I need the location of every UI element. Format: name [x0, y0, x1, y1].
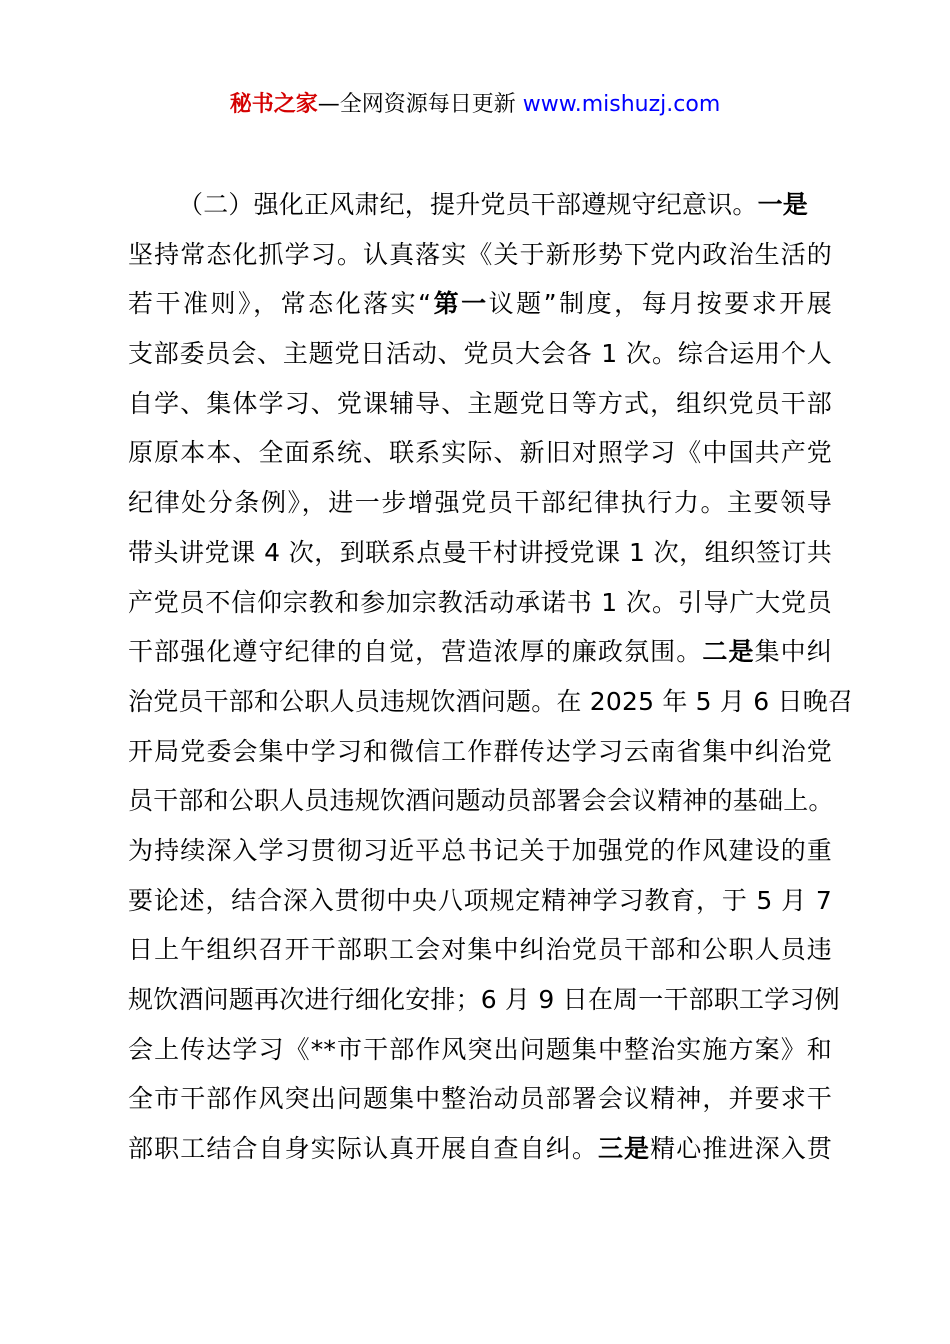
text-line: 要论述，结合深入贯彻中央八项规定精神学习教育，于 5 月 7 — [128, 885, 832, 915]
site-tagline: —全网资源每日更新 — [317, 92, 523, 117]
text-line: 治党员干部和公职人员违规饮酒问题。在 2025 年 5 月 6 日晚召 — [128, 686, 854, 716]
text-line: 为持续深入学习贯彻习近平总书记关于加强党的作风建设的重 — [128, 835, 832, 865]
site-header — [0, 88, 950, 122]
text-line: 支部委员会、主题党日活动、党员大会各 1 次。综合运用个人 — [128, 339, 832, 369]
text-line: 日上午组织召开干部职工会对集中纠治党员干部和公职人员违 — [128, 935, 832, 965]
text-line: 干部强化遵守纪律的自觉，营造浓厚的廉政氛围。二是集中纠 — [128, 637, 832, 667]
text-line: 自学、集体学习、党课辅导、主题党日等方式，组织党员干部 — [128, 388, 832, 418]
text-line: 纪律处分条例》，进一步增强党员干部纪律执行力。主要领导 — [128, 488, 832, 518]
site-url-link[interactable]: www.mishuzj.com — [522, 92, 721, 117]
site-brand: 秘书之家 — [229, 92, 318, 117]
text-line: 原原本本、全面系统、联系实际、新旧对照学习《中国共产党 — [128, 438, 832, 468]
text-line: 开局党委会集中学习和微信工作群传达学习云南省集中纠治党 — [128, 736, 832, 766]
text-line: 规饮酒问题再次进行细化安排；6 月 9 日在周一干部职工学习例 — [128, 985, 840, 1014]
text-line: 坚持常态化抓学习。认真落实《关于新形势下党内政治生活的 — [128, 239, 832, 269]
text-line: 若干准则》，常态化落实“第一议题”制度，每月按要求开展 — [128, 289, 832, 319]
text-line: 员干部和公职人员违规饮酒问题动员部署会会议精神的基础上。 — [128, 786, 834, 816]
text-line: 产党员不信仰宗教和参加宗教活动承诺书 1 次。引导广大党员 — [128, 587, 832, 617]
text-line: 部职工结合自身实际认真开展自查自纠。三是精心推进深入贯 — [128, 1134, 832, 1164]
document-body — [128, 180, 854, 1174]
text-line: （二）强化正风肃纪，提升党员干部遵规守纪意识。一是 — [178, 190, 809, 219]
text-line: 带头讲党课 4 次，到联系点曼干村讲授党课 1 次，组织签订共 — [128, 537, 832, 567]
text-line: 会上传达学习《**市干部作风突出问题集中整治实施方案》和 — [128, 1034, 832, 1064]
text-line: 全市干部作风突出问题集中整治动员部署会议精神，并要求干 — [128, 1084, 832, 1114]
